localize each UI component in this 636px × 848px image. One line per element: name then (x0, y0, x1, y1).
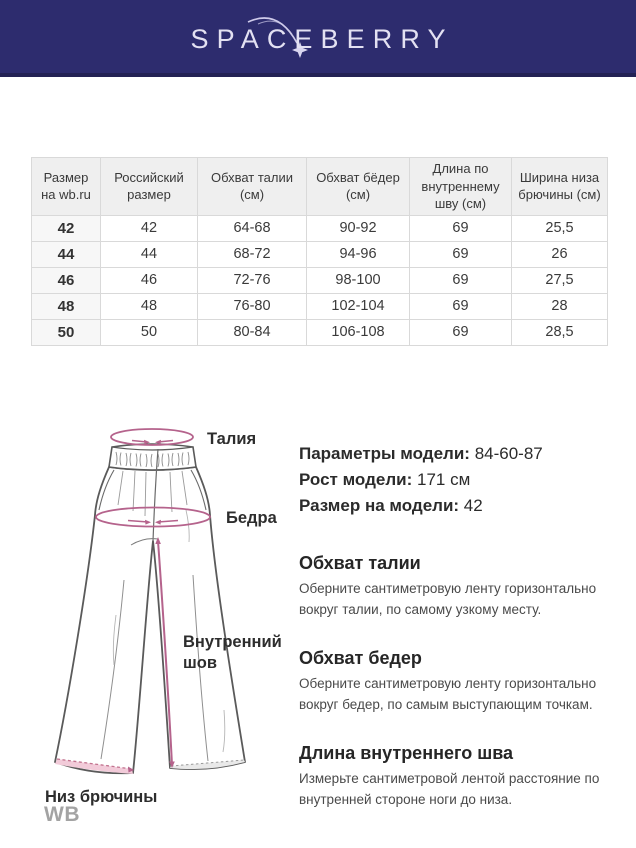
table-cell: 72-76 (198, 267, 307, 293)
model-parameters-value: 84-60-87 (474, 444, 543, 463)
table-cell: 27,5 (512, 267, 608, 293)
waist-label: Талия (207, 430, 257, 448)
column-header: Обхват бёдер (см) (307, 158, 410, 216)
table-row (32, 293, 608, 319)
guide-title: Обхват талии (299, 553, 421, 573)
table-cell: 42 (101, 215, 198, 241)
table-cell: 90-92 (307, 215, 410, 241)
size-cell: 42 (32, 215, 101, 241)
table-cell: 69 (410, 267, 512, 293)
size-cell: 48 (32, 293, 101, 319)
table-row (32, 319, 608, 345)
wb-watermark: WB (44, 803, 80, 826)
waist-measure-ellipse (111, 429, 193, 445)
table-cell: 69 (410, 241, 512, 267)
size-table-header (32, 158, 608, 216)
table-row (32, 267, 608, 293)
model-height-line (299, 467, 619, 493)
brand-header (0, 0, 636, 77)
table-cell: 44 (101, 241, 198, 267)
pants-outline (55, 467, 245, 773)
guide-description: Оберните сантиметровую ленту горизонтально вокруг бедер, по самым выступающим точкам. (299, 676, 597, 712)
size-cell: 46 (32, 267, 101, 293)
info-column (299, 441, 619, 810)
guide-section-inseam (299, 741, 619, 810)
guide-section-waist (299, 551, 619, 620)
size-cell: 44 (32, 241, 101, 267)
brand-logo: SPACEBERRY (190, 24, 454, 54)
column-header: Российский размер (101, 158, 198, 216)
model-height-value: 171 см (416, 470, 471, 489)
table-cell: 94-96 (307, 241, 410, 267)
size-table (31, 157, 608, 346)
table-row (32, 215, 608, 241)
table-row (32, 241, 608, 267)
table-cell: 50 (101, 319, 198, 345)
hips-label: Бедра (226, 509, 277, 527)
model-parameters-line (299, 441, 619, 467)
table-cell: 76-80 (198, 293, 307, 319)
guide-description: Измерьте сантиметровой лентой расстояние по внутренней стороне ноги до низа. (299, 771, 600, 807)
table-cell: 98-100 (307, 267, 410, 293)
inner-seam-label: Внутренний шов (183, 633, 282, 672)
table-cell: 46 (101, 267, 198, 293)
model-size-label: Размер на модели: (299, 496, 460, 515)
table-cell: 80-84 (198, 319, 307, 345)
table-cell: 69 (410, 293, 512, 319)
column-header: Обхват талии (см) (198, 158, 307, 216)
pants-diagram (28, 415, 298, 815)
table-cell: 26 (512, 241, 608, 267)
table-cell: 28,5 (512, 319, 608, 345)
size-cell: 50 (32, 319, 101, 345)
guide-section-hips (299, 646, 619, 715)
model-height-label: Рост модели: (299, 470, 413, 489)
guide-title: Обхват бедер (299, 648, 422, 668)
table-cell: 25,5 (512, 215, 608, 241)
table-cell: 68-72 (198, 241, 307, 267)
column-header: Размер на wb.ru (32, 158, 101, 216)
column-header: Длина по внутреннему шву (см) (410, 158, 512, 216)
guide-description: Оберните сантиметровую ленту горизонтально вокруг талии, по самому узкому месту. (299, 581, 597, 617)
table-cell: 64-68 (198, 215, 307, 241)
table-cell: 106-108 (307, 319, 410, 345)
model-size-line (299, 493, 619, 519)
table-cell: 48 (101, 293, 198, 319)
table-cell: 69 (410, 215, 512, 241)
column-header: Ширина низа брючины (см) (512, 158, 608, 216)
model-size-value: 42 (463, 496, 483, 515)
size-table-body (32, 215, 608, 345)
model-parameters-label: Параметры модели: (299, 444, 470, 463)
table-cell: 28 (512, 293, 608, 319)
guide-title: Длина внутреннего шва (299, 743, 514, 763)
table-cell: 69 (410, 319, 512, 345)
table-cell: 102-104 (307, 293, 410, 319)
leg-bottom-label: Низ брючины (45, 788, 158, 806)
